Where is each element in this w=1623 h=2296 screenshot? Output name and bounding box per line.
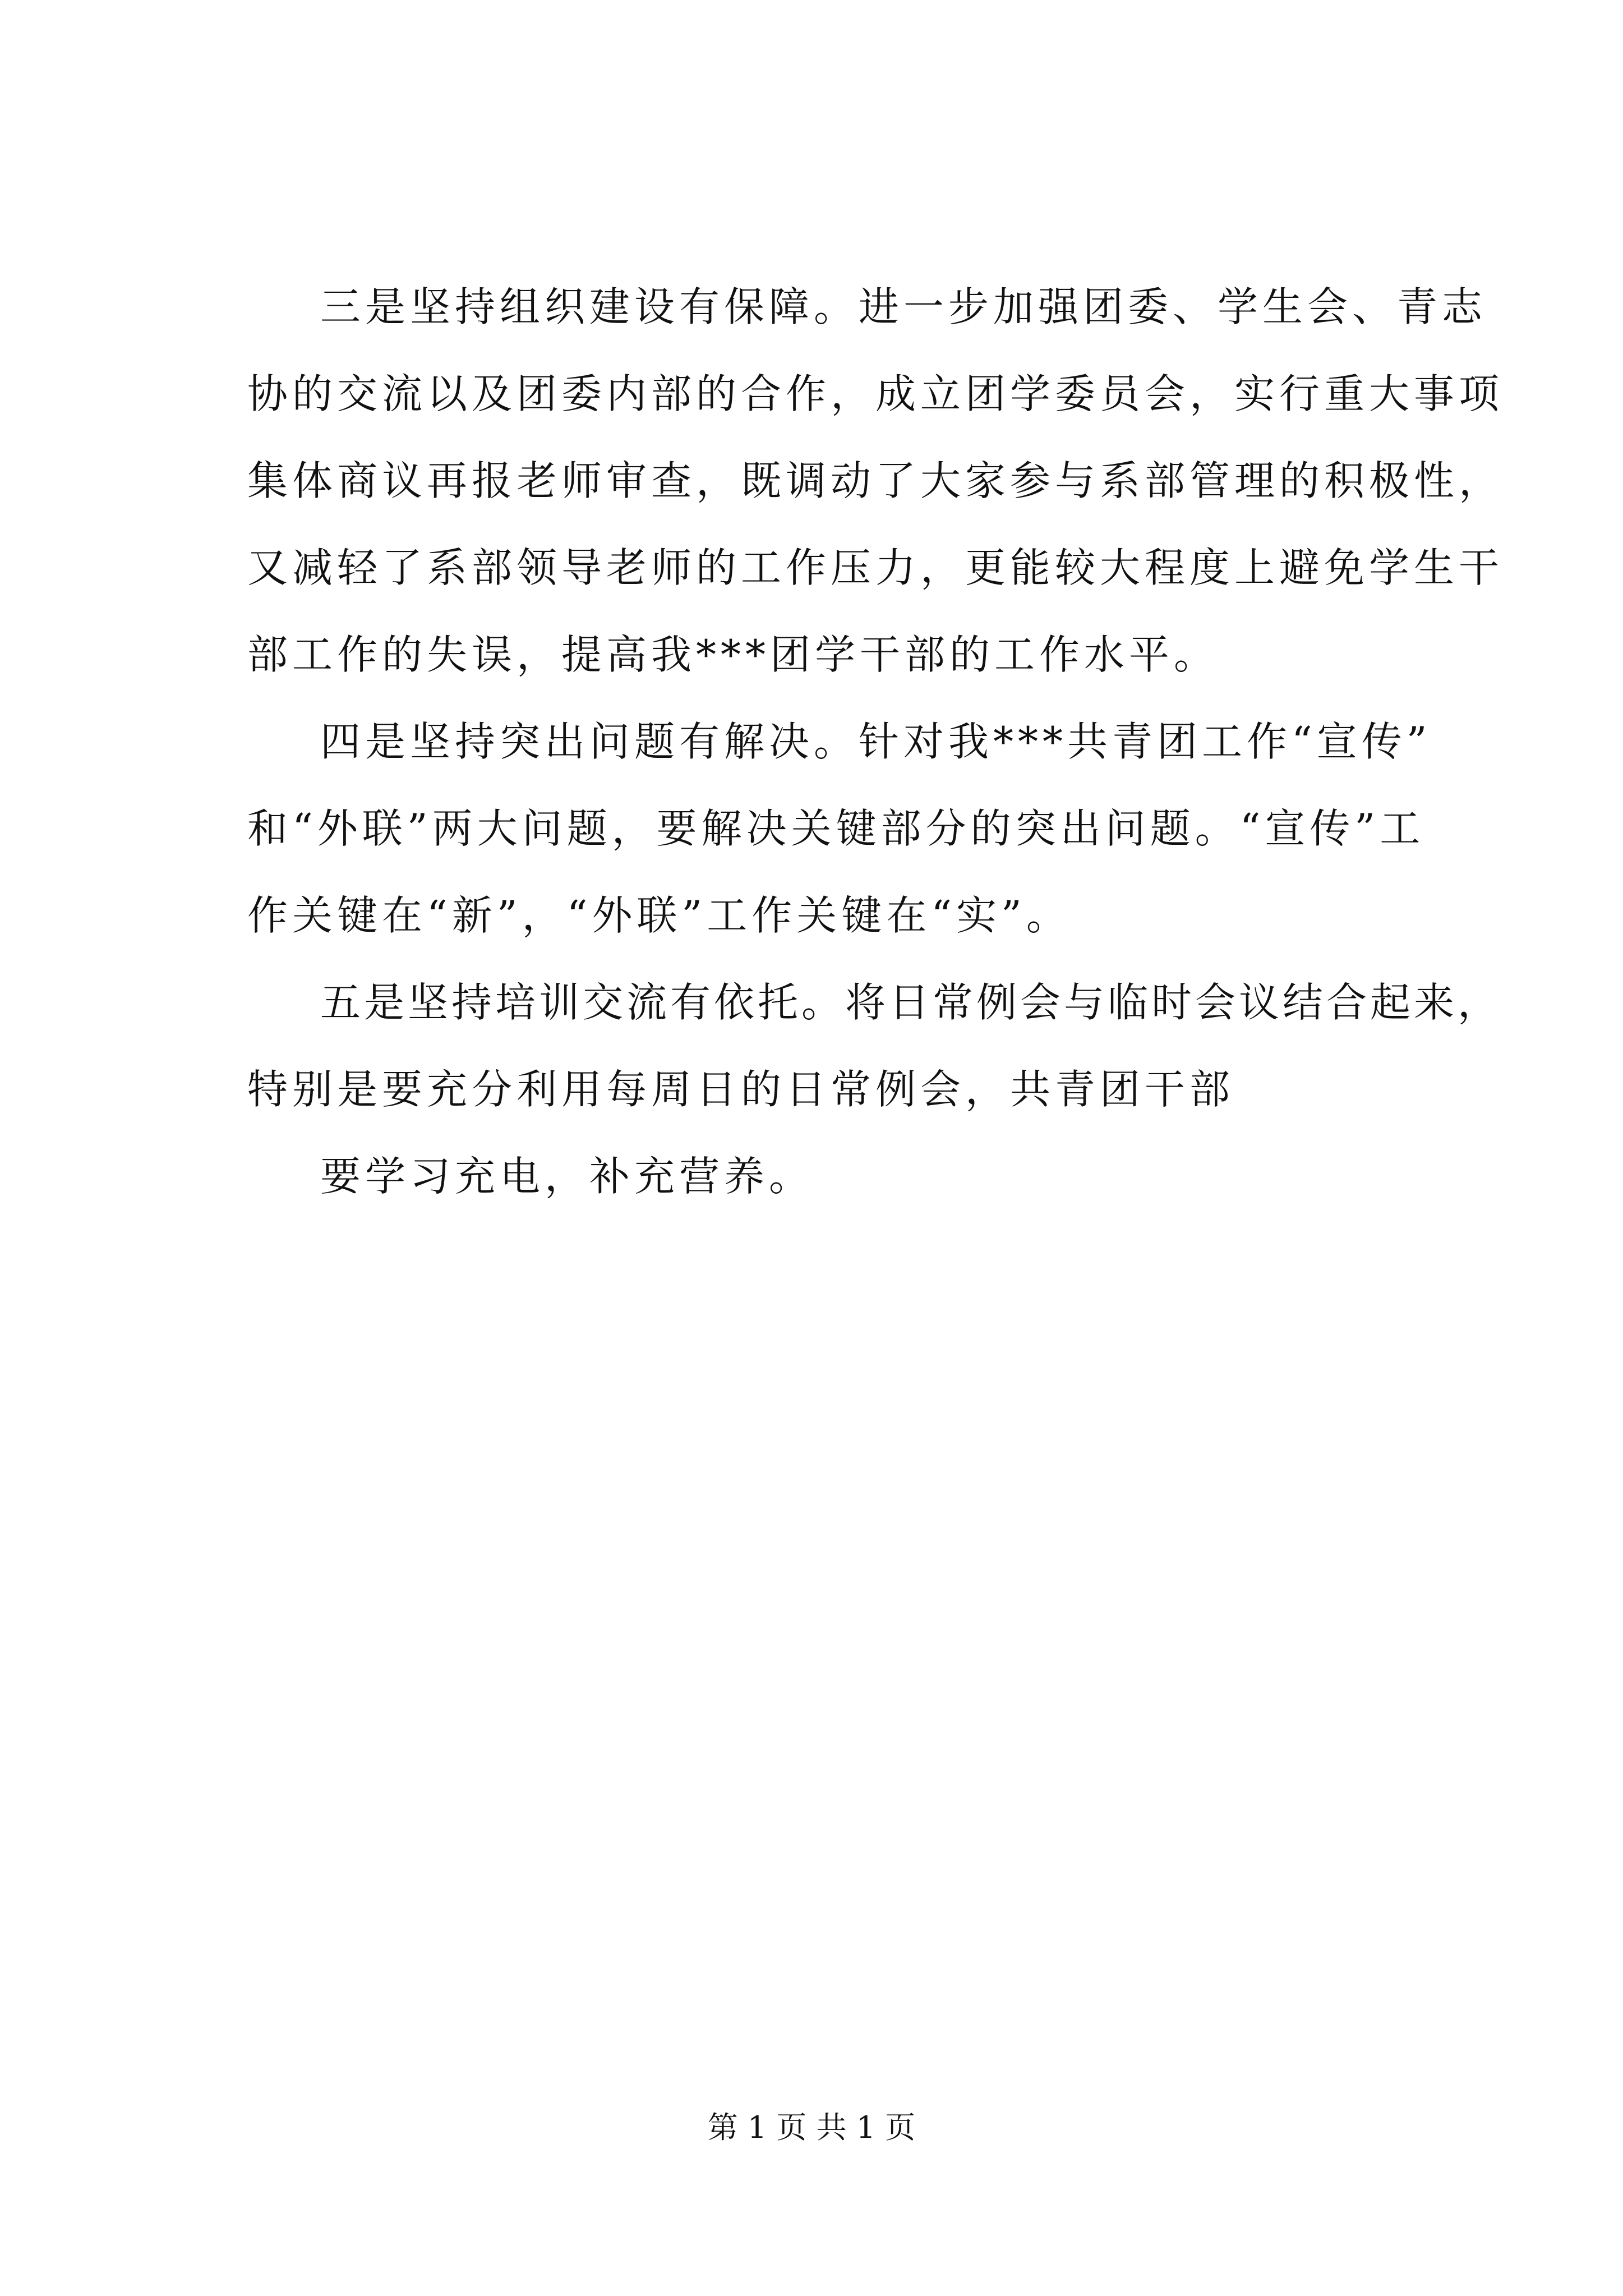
paragraph-5-line-3: 要学习充电，补充营养。: [320, 1153, 814, 1200]
paragraph-4-line-3: 作关键在“新”，“外联”工作关键在“实”。: [247, 892, 1071, 939]
page-number-footer: 第 1 页 共 1 页: [707, 2110, 916, 2145]
paragraph-3-line-3: 集体商议再报老师审查，既调动了大家参与系部管理的积极性，: [247, 457, 1504, 504]
document-body: [247, 264, 1504, 1220]
paragraph-3-line-5: 部工作的失误，提高我***团学干部的工作水平。: [247, 631, 1219, 678]
paragraph-3-line-4: 又减轻了系部领导老师的工作压力，更能较大程度上避免学生干: [247, 544, 1504, 591]
paragraph-5-line-2: 特别是要充分利用每周日的日常例会，共青团干部: [247, 1066, 1235, 1113]
paragraph-4-line-1: 四是坚持突出问题有解决。针对我***共青团工作“宣传”: [320, 718, 1432, 765]
paragraph-3-line-1: 三是坚持组织建设有保障。进一步加强团委、学生会、青志: [320, 283, 1487, 330]
paragraph-4-line-2: 和“外联”两大问题，要解决关键部分的突出问题。“宣传”工: [247, 805, 1425, 852]
paragraph-3-line-2: 协的交流以及团委内部的合作，成立团学委员会，实行重大事项: [247, 370, 1504, 417]
paragraph-5-line-1: 五是坚持培训交流有依托。将日常例会与临时会议结合起来，: [320, 979, 1502, 1026]
